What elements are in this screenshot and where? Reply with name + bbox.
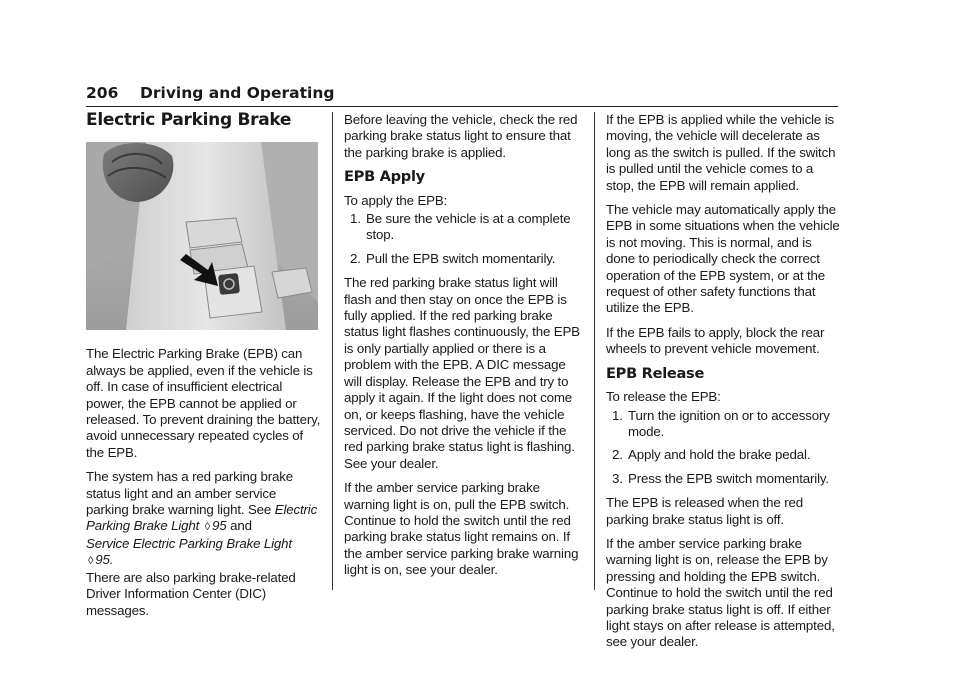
heading-epb-release: EPB Release (606, 364, 705, 382)
list-item: 2. Pull the EPB switch momentarily. (350, 250, 556, 266)
list-item: 1. Be sure the vehicle is at a complete stop. (350, 211, 571, 243)
link-service-epb-light[interactable]: Service Electric Parking Brake Light (86, 535, 292, 551)
fail-paragraph: If the EPB fails to apply, block the rear wheels to prevent vehicle movement. (606, 324, 825, 357)
page-ref-icon: ◊ (204, 521, 211, 534)
link-epb-light[interactable]: Electric Parking Brake Light (86, 502, 318, 534)
list-item: 2. Apply and hold the brake pedal. (612, 447, 811, 463)
release-lead: To release the EPB: (606, 389, 721, 405)
column-divider (594, 112, 595, 590)
released-paragraph: The EPB is released when the red parking brake status light is off. (606, 495, 803, 527)
lights-paragraph: The system has a red parking brake status light and an amber service parking brake warning light. See Electric Parking Brake Light ◊ 95 and Service Electric Parking Brake Light ◊ 95. There are also parking brake-related Driver Information Center (DIC) messages. (86, 469, 318, 618)
page-header (86, 82, 838, 107)
apply-steps (344, 211, 580, 267)
page-title: Electric Parking Brake (86, 110, 292, 130)
column-2 (344, 112, 580, 587)
page-ref[interactable]: 95. (95, 552, 114, 568)
moving-paragraph: If the EPB is applied while the vehicle is moving, the vehicle will decelerate as long as the switch is pulled. If the switch is pulled until the vehicle comes to a stop, the EPB will remain applied. (606, 112, 836, 193)
section-title: Driving and Operating (140, 84, 335, 102)
list-item: 3. Press the EPB switch momentarily. (612, 470, 829, 486)
release-steps (606, 408, 842, 488)
heading-epb-apply: EPB Apply (344, 168, 425, 186)
auto-apply-paragraph: The vehicle may automatically apply the EPB in some situations when the vehicle is not moving. This is normal, and is done to periodically check the correct operation of the EPB system, or at the request of other safety functions that utilize the EPB. (606, 202, 840, 316)
flash-paragraph: The red parking brake status light will flash and then stay on once the EPB is fully applied. If the red parking brake status light flashes continuously, the EPB is only partially applied or there is a problem with the EPB. A DIC message will display. Release the EPB and try to apply it again. If the light does not come on, or keeps flashing, have the vehicle serviced. Do not drive the vehicle if the red parking brake status light is flashing. See your dealer. (344, 275, 580, 471)
before-leaving-paragraph: Before leaving the vehicle, check the red parking brake status light to ensure that the parking brake is applied. (344, 112, 578, 160)
apply-lead: To apply the EPB: (344, 192, 448, 208)
intro-paragraph: The Electric Parking Brake (EPB) can always be applied, even if the vehicle is off. In case of insufficient electrical power, the EPB cannot be applied or released. To prevent draining the battery, avoid unnecessary repeated cycles of the EPB. (86, 346, 321, 460)
column-3 (606, 112, 842, 659)
page-ref-icon: ◊ (88, 555, 94, 568)
list-item: 1. Turn the ignition on or to accessory mode. (612, 407, 830, 439)
epb-switch-photo (86, 142, 318, 330)
column-1 (86, 112, 322, 627)
page-number: 206 (86, 84, 119, 102)
page-ref[interactable]: 95 (212, 518, 227, 534)
amber-apply-paragraph: If the amber service parking brake warning light is on, pull the EPB switch. Continue to hold the switch until the red parking brake status light remains on. If the amber service parking brake warning light is on, see your dealer. (344, 480, 579, 578)
amber-release-paragraph: If the amber service parking brake warning light is on, release the EPB by pressing and holding the EPB switch. Continue to hold the switch until the red parking brake status light is off. If either light stays on after release is attempted, see your dealer. (606, 535, 835, 650)
column-divider (332, 112, 333, 590)
